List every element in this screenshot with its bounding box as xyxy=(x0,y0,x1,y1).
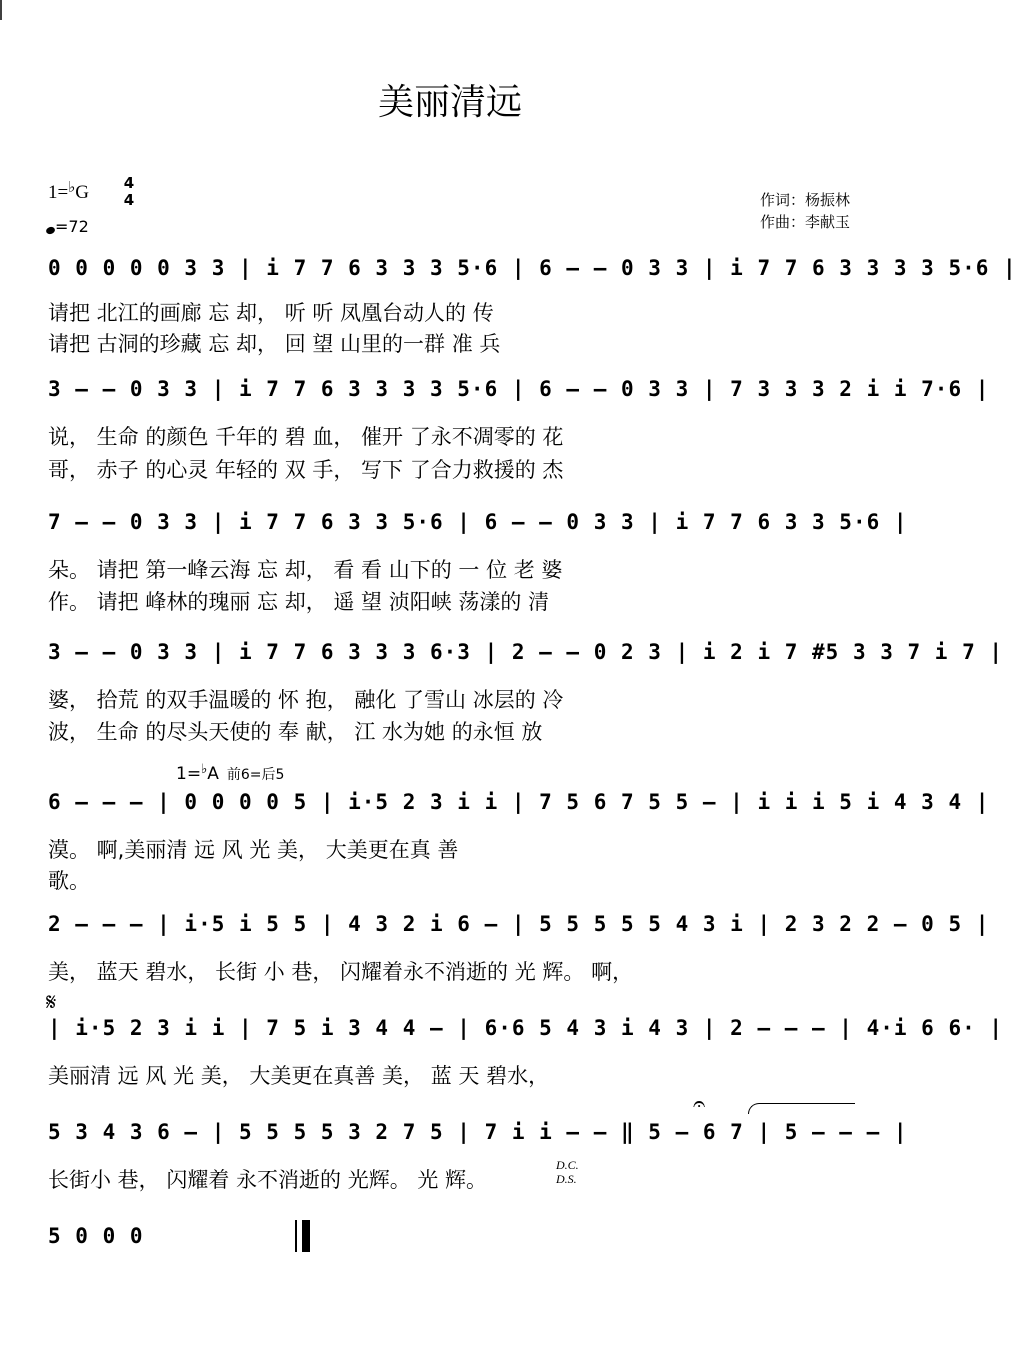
mod-flat-sign: ♭ xyxy=(201,762,208,777)
final-barline-thin xyxy=(295,1220,297,1252)
key-tone: G xyxy=(75,182,90,203)
lyric-row-4b: 波， 生命 的尽头天使的 奉 献， 江 水为她 的永恒 放 xyxy=(48,720,543,744)
lyric-row-1b: 请把 古洞的珍藏 忘 却， 回 望 山里的一群 准 兵 xyxy=(48,332,501,356)
lyric-row-8a: 长街小 巷， 闪耀着 永不消逝的 光辉。 光 辉。 xyxy=(48,1168,488,1192)
lyric-row-2b: 哥， 赤子 的心灵 年轻的 双 手， 写下 了合力救援的 杰 xyxy=(48,458,564,482)
tie-line xyxy=(748,1103,855,1114)
key-prefix: 1= xyxy=(48,182,69,203)
key-signature xyxy=(48,178,89,204)
lyric-row-3b: 作。 请把 峰林的瑰丽 忘 却， 遥 望 浈阳峡 荡漾的 清 xyxy=(48,590,550,614)
dc-label: D.C. xyxy=(556,1158,579,1172)
credits xyxy=(760,189,850,233)
tempo-value: =72 xyxy=(55,217,89,236)
lyric-row-7a: 美丽清 远 风 光 美， 大美更在真善 美， 蓝 天 碧水， xyxy=(48,1064,550,1088)
lyric-row-4a: 婆， 拾荒 的双手温暖的 怀 抱， 融化 了雪山 冰层的 冷 xyxy=(48,688,564,712)
modulation-key xyxy=(176,762,284,784)
mod-tone: A xyxy=(207,764,219,784)
note-stem-icon xyxy=(0,0,3,20)
tempo-marking xyxy=(46,217,89,236)
meter-bottom: 4 xyxy=(123,191,135,209)
notation-row-5: 6 – – – | 0 0 0 0 5 | i·5 2 3 i i | 7 5 6 7 5 5 – | i i i 5 i 4 3 4 | xyxy=(48,790,990,814)
lyric-row-2a: 说， 生命 的颜色 千年的 碧 血， 催开 了永不凋零的 花 xyxy=(48,425,564,449)
notation-row-6: 2 – – – | i·5 i 5 5 | 4 3 2 i 6 – | 5 5 5 5 5 4 3 i | 2 3 2 2 – 0 5 | xyxy=(48,912,990,936)
lyric-row-3a: 朵。 请把 第一峰云海 忘 却， 看 看 山下的 一 位 老 婆 xyxy=(48,558,563,582)
lyric-row-1a: 请把 北江的画廊 忘 却， 听 听 凤凰台动人的 传 xyxy=(48,301,494,325)
fermata-icon: 𝄐 xyxy=(693,1092,706,1117)
ds-label: D.S. xyxy=(556,1172,577,1186)
song-title: 美丽清远 xyxy=(377,82,522,123)
lyric-row-6a: 美， 蓝天 碧水， 长街 小 巷， 闪耀着永不消逝的 光 辉。 啊， xyxy=(48,960,634,984)
lyricist: 作词：杨振林 xyxy=(759,191,850,209)
lyric-row-5b: 歌。 xyxy=(48,869,90,893)
segno-icon: 𝄋 xyxy=(46,988,57,1016)
mod-note: 前6=后5 xyxy=(226,767,285,783)
composer: 作曲：李献玉 xyxy=(759,213,850,231)
flat-sign: ♭ xyxy=(68,180,76,196)
notation-row-4: 3 – – 0 3 3 | i 7 7 6 3 3 3 6·3 | 2 – – 0 2 3 | i 2 i 7 #5 3 3 7 i 7 | xyxy=(48,640,1004,664)
notation-row-8: 5 3 4 3 6 – | 5 5 5 5 3 2 7 5 | 7 i i – – ‖ 5 – 6 7 | 5 – – – | xyxy=(48,1120,908,1144)
lyric-row-5a: 漠。 啊,美丽清 远 风 光 美， 大美更在真 善 xyxy=(48,838,459,862)
time-signature xyxy=(121,175,137,209)
final-barline-thick xyxy=(302,1220,310,1252)
dc-ds-marking xyxy=(556,1158,579,1186)
notation-row-2: 3 – – 0 3 3 | i 7 7 6 3 3 3 3 5·6 | 6 – – 0 3 3 | 7 3 3 3 2 i i 7·6 | xyxy=(48,377,990,401)
notation-row-1: 0 0 0 0 0 3 3 | i 7 7 6 3 3 3 5·6 | 6 – – 0 3 3 | i 7 7 6 3 3 3 3 5·6 | xyxy=(48,256,1017,280)
notation-row-3: 7 – – 0 3 3 | i 7 7 6 3 3 5·6 | 6 – – 0 3 3 | i 7 7 6 3 3 5·6 | xyxy=(48,510,908,534)
meter-top: 4 xyxy=(123,174,135,192)
notation-row-7: | i·5 2 3 i i | 7 5 i 3 4 4 – | 6·6 5 4 3 i 4 3 | 2 – – – | 4·i 6 6· | xyxy=(48,1016,1004,1040)
notation-row-9: 5 0 0 0 xyxy=(48,1224,144,1248)
mod-prefix: 1= xyxy=(176,764,202,784)
